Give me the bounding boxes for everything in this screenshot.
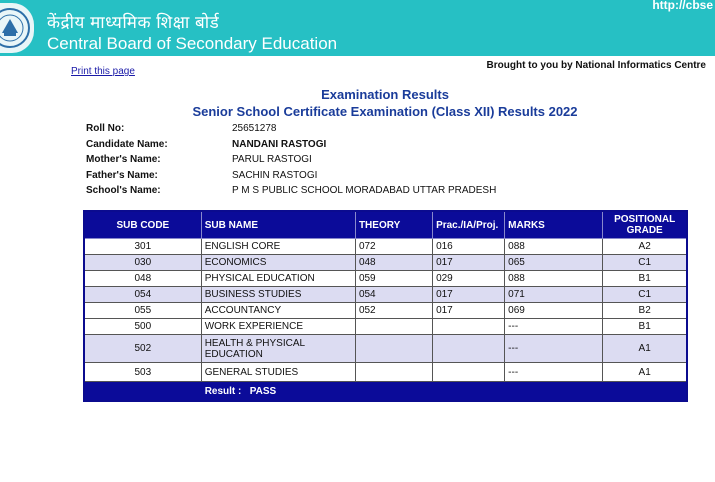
name-row [86,137,496,153]
theory: 048 [355,255,432,271]
header-banner [0,0,715,56]
sub-name: PHYSICAL EDUCATION [201,271,355,287]
result-label: Result : [204,385,242,397]
theory [355,319,432,335]
father-value: SACHIN RASTOGI [232,169,318,181]
table-row [84,287,687,303]
table-row [84,303,687,319]
hindi-title: केंद्रीय माध्यमिक शिक्षा बोर्ड [47,13,220,32]
nic-credit: Brought to you by National Informatics Centre [486,60,706,71]
candidate-info [86,121,496,199]
mother-label: Mother's Name: [86,154,161,166]
col-marks: MARKS [505,211,603,239]
grade: A2 [603,239,687,255]
roll-value: 25651278 [232,123,277,134]
site-url: http://cbse [652,0,713,12]
practical: 029 [433,271,505,287]
sub-code: 500 [84,319,201,335]
sub-code: 503 [84,363,201,382]
table-row [84,239,687,255]
sub-code: 054 [84,287,201,303]
result-value: PASS [249,385,277,397]
theory: 059 [355,271,432,287]
practical: 016 [433,239,505,255]
table-row [84,271,687,287]
grade: A1 [603,363,687,382]
sub-code: 055 [84,303,201,319]
col-grade: POSITIONAL GRADE [603,211,687,239]
marks-table [83,210,688,402]
marks: 065 [505,255,603,271]
theory: 052 [355,303,432,319]
name-value: NANDANI RASTOGI [232,138,327,150]
grade: A1 [603,335,687,363]
practical: 017 [433,255,505,271]
roll-row [86,121,496,137]
marks: --- [505,335,603,363]
theory [355,363,432,382]
sub-name: GENERAL STUDIES [201,363,355,382]
sub-code: 030 [84,255,201,271]
sub-name: ECONOMICS [201,255,355,271]
result-spacer [84,382,201,402]
marks: 088 [505,239,603,255]
marks: 088 [505,271,603,287]
grade: B1 [603,319,687,335]
result-row [84,382,687,402]
sub-code: 502 [84,335,201,363]
name-label: Candidate Name: [86,138,168,150]
page-title: Examination Results [321,87,449,102]
table-header-row [84,211,687,239]
roll-label: Roll No: [86,123,125,134]
sub-name: ENGLISH CORE [201,239,355,255]
result-cell [201,382,687,402]
school-row [86,183,496,199]
table-row [84,255,687,271]
exam-title: Senior School Certificate Examination (Class XII) Results 2022 [192,104,578,119]
table-row [84,335,687,363]
sub-name: HEALTH & PHYSICAL EDUCATION [201,335,355,363]
theory: 054 [355,287,432,303]
practical [433,335,505,363]
practical: 017 [433,303,505,319]
marks: 069 [505,303,603,319]
col-sub-code: SUB CODE [84,211,201,239]
col-theory: THEORY [355,211,432,239]
col-sub-name: SUB NAME [201,211,355,239]
theory [355,335,432,363]
practical: 017 [433,287,505,303]
grade: C1 [603,255,687,271]
table-row [84,319,687,335]
grade: B1 [603,271,687,287]
marks: --- [505,363,603,382]
sub-name: WORK EXPERIENCE [201,319,355,335]
practical [433,319,505,335]
sub-name: ACCOUNTANCY [201,303,355,319]
school-value: P M S PUBLIC SCHOOL MORADABAD UTTAR PRADESH [232,185,497,197]
print-page-link[interactable]: Print this page [71,66,135,77]
mother-row [86,152,496,168]
sub-code: 048 [84,271,201,287]
practical [433,363,505,382]
theory: 072 [355,239,432,255]
cbse-logo-icon [0,3,34,53]
marks: 071 [505,287,603,303]
table-row [84,363,687,382]
school-label: School's Name: [86,185,161,197]
col-practical: Prac./IA/Proj. [433,211,505,239]
mother-value: PARUL RASTOGI [232,154,312,166]
sub-name: BUSINESS STUDIES [201,287,355,303]
father-label: Father's Name: [86,169,158,181]
grade: C1 [603,287,687,303]
father-row [86,168,496,184]
marks: --- [505,319,603,335]
sub-code: 301 [84,239,201,255]
english-title: Central Board of Secondary Education [47,34,338,53]
grade: B2 [603,303,687,319]
